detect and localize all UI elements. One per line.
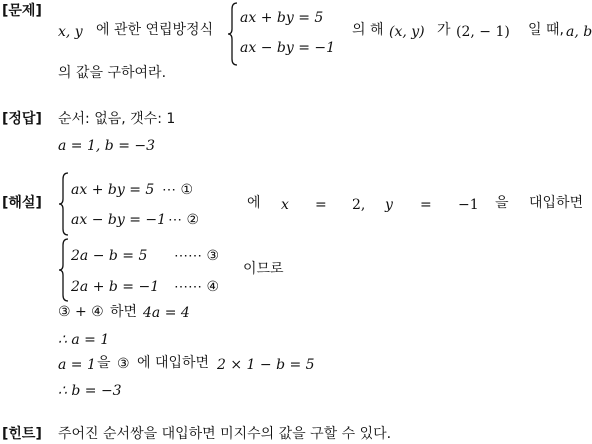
subst-two: 2,: [352, 197, 366, 213]
problem-variables: x, y: [58, 24, 83, 40]
solution-therefore-text: 이므로: [243, 261, 284, 277]
problem-question-line: 의 값을 구하여라.: [58, 65, 167, 81]
subst-y: y: [385, 197, 393, 213]
solution-tag: [해설]: [2, 195, 42, 211]
answer-values: a = 1, b = −3: [58, 138, 156, 154]
solution-equation-3-mark: ⋯⋯ ③: [174, 248, 220, 264]
subst-minus-one: −1: [458, 197, 479, 213]
problem-given-pair: (2, − 1): [456, 24, 510, 40]
problem-tag: [문제]: [2, 3, 42, 19]
solution-equation-2: ax − by = −1: [71, 212, 167, 228]
problem-solution-text: 의 해: [352, 22, 384, 38]
problem-equation-1: ax + by = 5: [240, 10, 324, 26]
subst-x: x: [281, 197, 289, 213]
problem-unknowns: a, b: [566, 24, 592, 40]
step4-b-value: ∴ b = −3: [58, 383, 122, 399]
step2-a-value: ∴ a = 1: [58, 332, 110, 348]
step3-text: 에 대입하면: [137, 355, 210, 371]
subst-particle-e: 에: [247, 195, 261, 211]
hint-text: 주어진 순서쌍을 대입하면 미지수의 값을 구할 수 있다.: [58, 426, 392, 442]
subst-equals-1: =: [315, 197, 327, 213]
step3-equation-ref: ③: [117, 356, 130, 372]
problem-system-brace: [227, 2, 239, 66]
solution-equation-1-mark: ⋯ ①: [162, 182, 194, 198]
subst-equals-2: =: [420, 197, 432, 213]
solution-equation-1: ax + by = 5: [71, 182, 155, 198]
problem-when-text: 일 때,: [528, 22, 564, 38]
subst-particle-eul: 을: [495, 195, 509, 211]
problem-ga-text: 가: [437, 22, 451, 38]
problem-equation-2: ax − by = −1: [240, 40, 336, 56]
solution-system2-brace: [58, 238, 70, 302]
step1-text: 하면: [110, 304, 138, 320]
step3-particle: 을: [97, 355, 111, 371]
answer-tag: [정답]: [2, 111, 42, 127]
step1-add-equations: ③ + ④: [58, 304, 104, 320]
problem-intro-text: 에 관한 연립방정식: [96, 22, 214, 38]
solution-equation-2-mark: ⋯ ②: [168, 212, 200, 228]
step3-substituted: 2 × 1 − b = 5: [217, 357, 315, 373]
problem-solution-pair: (x, y): [389, 24, 425, 40]
solution-equation-3: 2a − b = 5: [71, 248, 148, 264]
hint-tag: [힌트]: [2, 426, 42, 442]
step3-a-equals: a = 1: [58, 357, 96, 373]
solution-equation-4: 2a + b = −1: [71, 279, 160, 295]
subst-substitute-text: 대입하면: [529, 195, 584, 211]
step1-result: 4a = 4: [143, 305, 190, 321]
answer-meta: 순서: 없음, 갯수: 1: [58, 111, 176, 127]
solution-system1-brace: [58, 172, 70, 236]
solution-equation-4-mark: ⋯⋯ ④: [174, 279, 220, 295]
